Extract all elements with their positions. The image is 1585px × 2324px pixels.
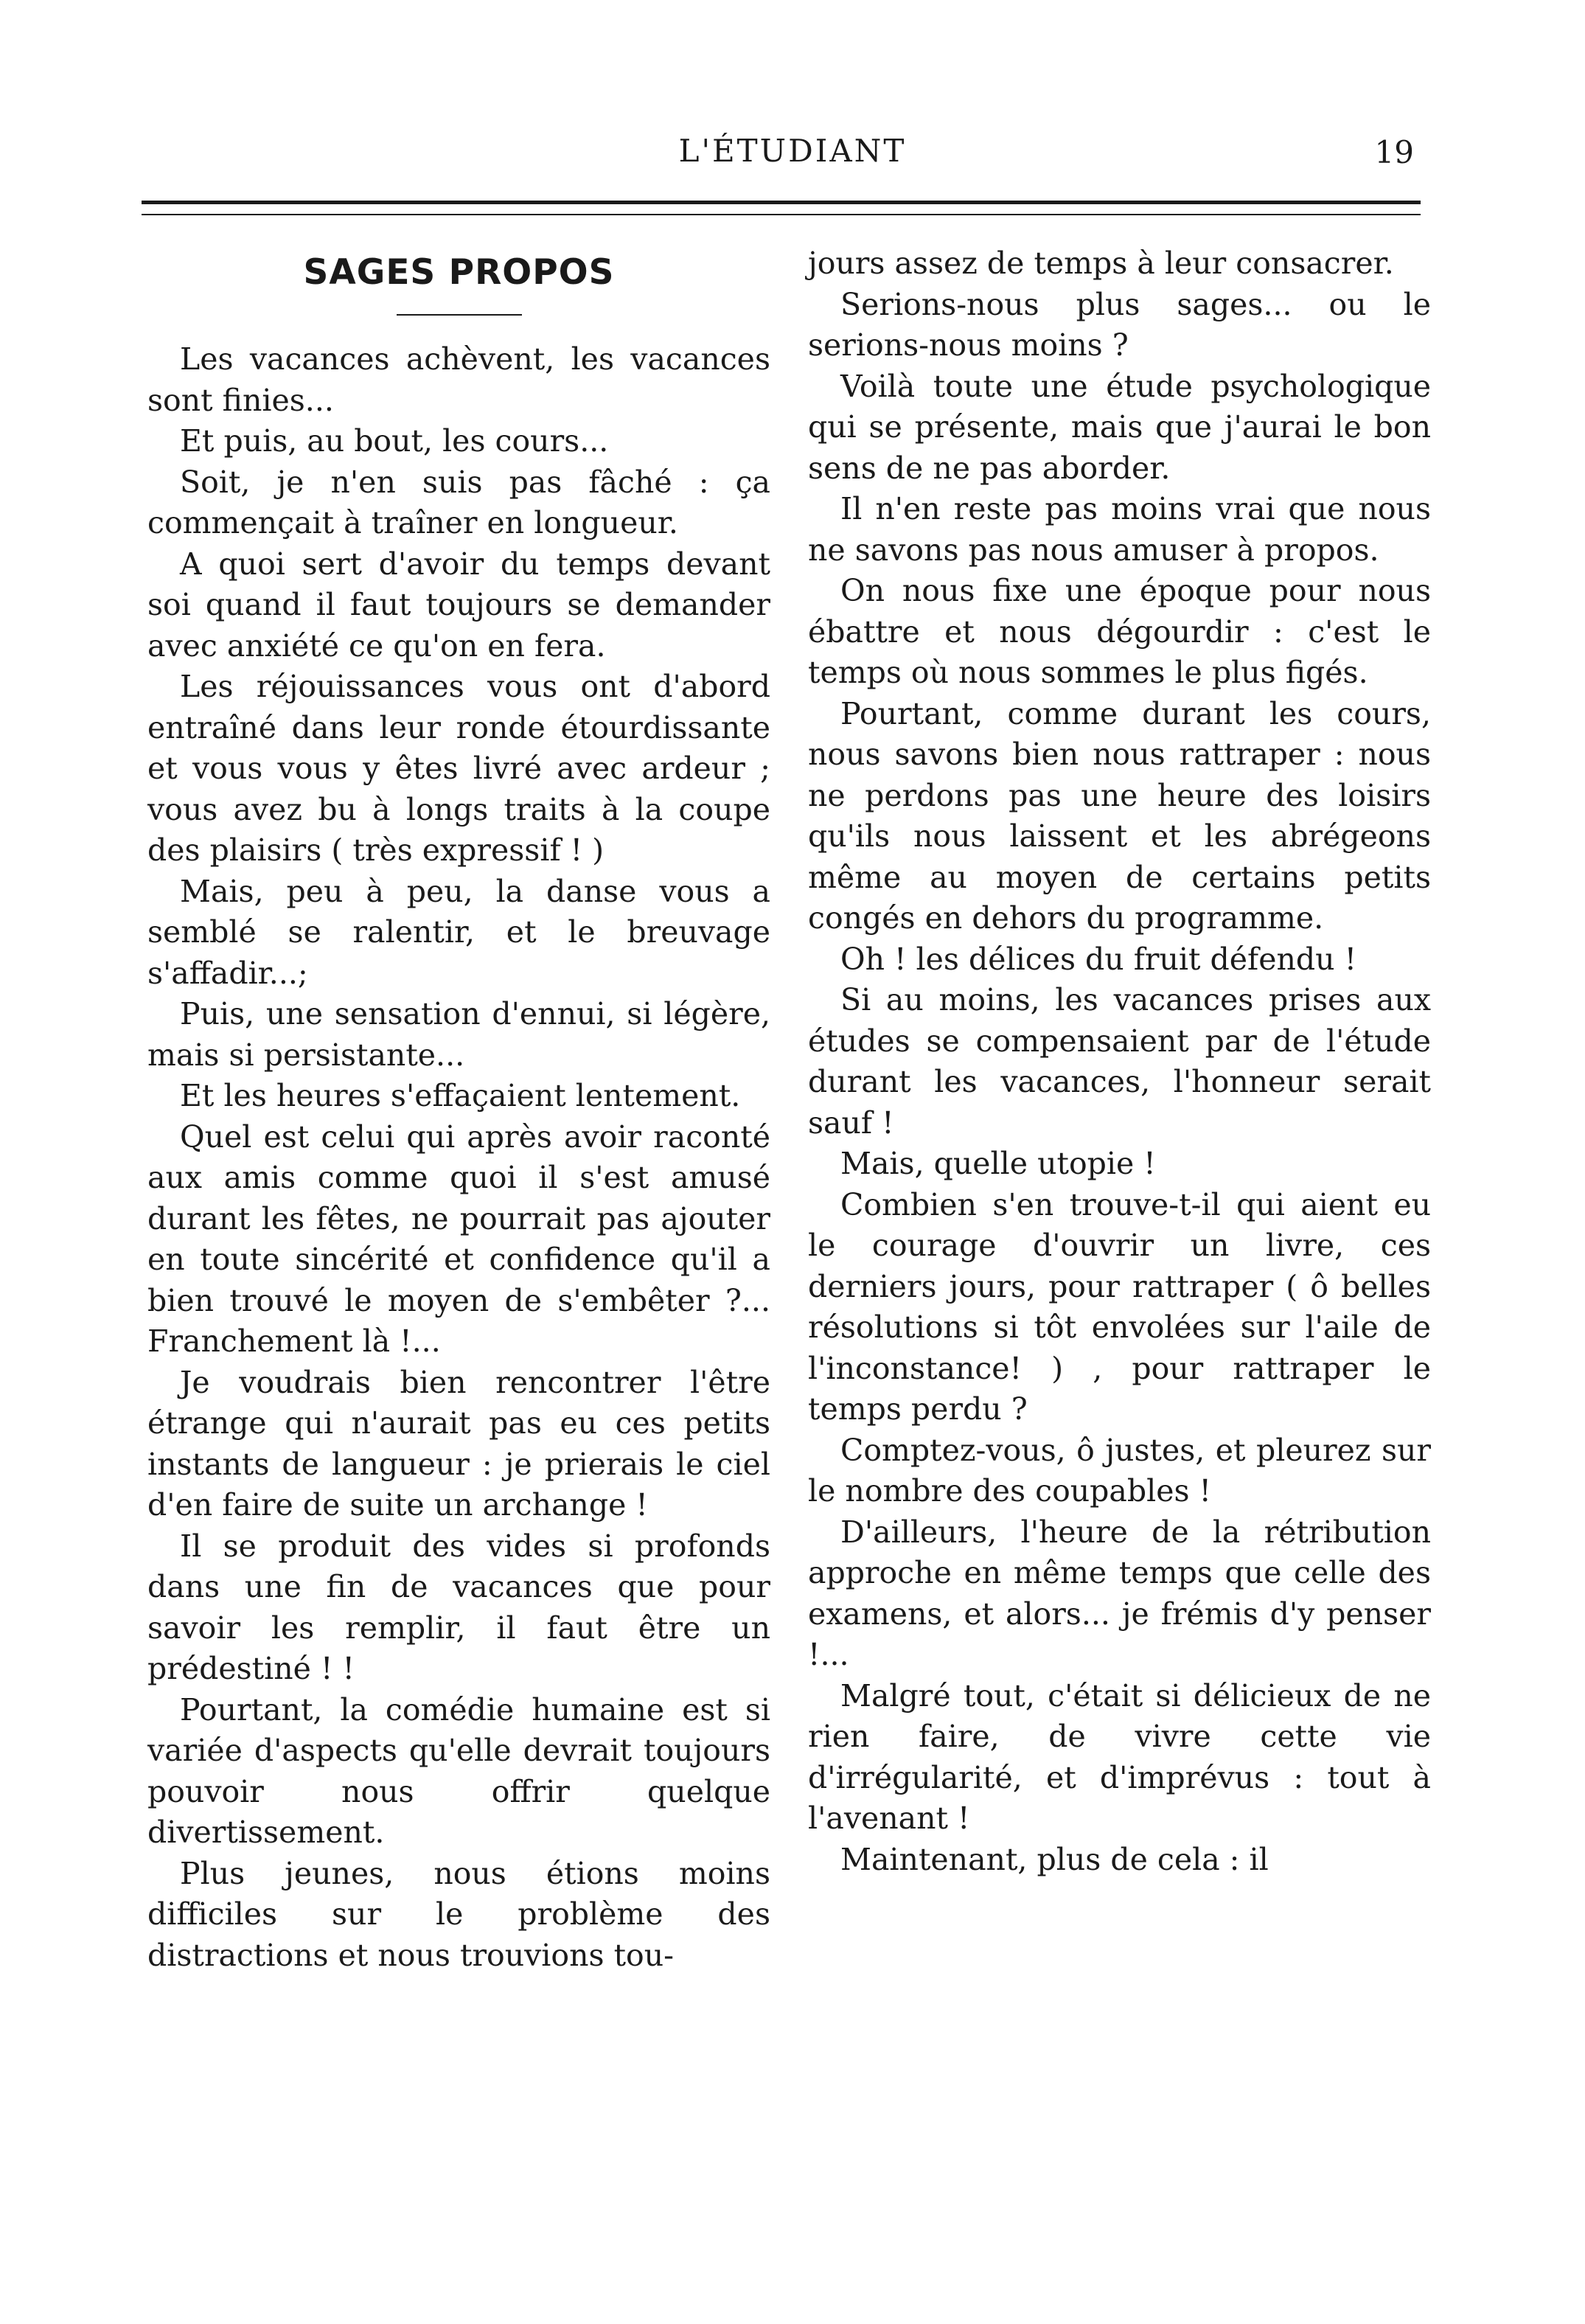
paragraph: Mais, quelle utopie ! xyxy=(840,1146,1156,1181)
paragraph: Et puis, au bout, les cours... xyxy=(180,423,609,459)
running-title: L'ÉTUDIANT xyxy=(678,133,907,169)
paragraph: Serions-nous plus sages... ou le serions-nous moins ? xyxy=(808,286,1431,363)
paragraph: Il n'en reste pas moins vrai que nous ne savons pas nous amuser à propos. xyxy=(808,491,1431,568)
paragraph: Les réjouissances vous ont d'abord entraîné dans leur ronde étourdissante et vous vous y êtes livré avec ardeur ; vous avez bu à longs traits à la coupe des plaisirs ( très expressif ! ) xyxy=(147,669,770,868)
paragraph: Pourtant, la comédie humaine est si variée d'aspects qu'elle devrait toujours pouvoir nous offrir quelque divertissement. xyxy=(147,1691,770,1850)
paragraph: D'ailleurs, l'heure de la rétribution approche en même temps que celle des examens, et alors... je frémis d'y penser !... xyxy=(808,1514,1431,1672)
header-rule-thick xyxy=(142,201,1421,204)
left-column xyxy=(147,243,770,1976)
paragraph: On nous fixe une époque pour nous ébattre et nous dégourdir : c'est le temps où nous sommes le plus figés. xyxy=(808,573,1431,690)
paragraph: Plus jeunes, nous étions moins difficiles sur le problème des distractions et nous trouvions tou- xyxy=(147,1855,770,1973)
paragraph: Quel est celui qui après avoir raconté aux amis comme quoi il s'est amusé durant les fêtes, ne pourrait pas ajouter en toute sincérité et confidence qu'il a bien trouvé le moyen de s'embêter ?... Franchement là !... xyxy=(147,1118,770,1359)
title-divider xyxy=(397,314,522,316)
paragraph: Les vacances achèvent, les vacances sont finies... xyxy=(147,341,770,418)
paragraph: A quoi sert d'avoir du temps devant soi quand il faut toujours se demander avec anxiété ce qu'on en fera. xyxy=(147,546,770,664)
paragraph: Mais, peu à peu, la danse vous a semblé se ralentir, et le breuvage s'affadir...; xyxy=(147,873,770,991)
paragraph: Soit, je n'en suis pas fâché : ça commençait à traîner en longueur. xyxy=(147,464,770,540)
paragraph: Oh ! les délices du fruit défendu ! xyxy=(840,941,1357,977)
paragraph: Pourtant, comme durant les cours, nous savons bien nous rattraper : nous ne perdons pas une heure des loisirs qu'ils nous laissent et les abrégeons même au moyen de certains petits congés en dehors du programme. xyxy=(808,695,1431,936)
right-column xyxy=(808,243,1431,1880)
paragraph: Malgré tout, c'était si délicieux de ne rien faire, de vivre cette vie d'irrégularité, et d'imprévus : tout à l'avenant ! xyxy=(808,1677,1431,1836)
paragraph: Puis, une sensation d'ennui, si légère, mais si persistante... xyxy=(147,996,770,1073)
paragraph: Il se produit des vides si profonds dans une fin de vacances que pour savoir les remplir, il faut être un prédestiné ! ! xyxy=(147,1528,770,1686)
paragraph: Comptez-vous, ô justes, et pleurez sur le nombre des coupables ! xyxy=(808,1432,1431,1509)
page-number: 19 xyxy=(1374,134,1414,170)
paragraph: Combien s'en trouve-t-il qui aient eu le courage d'ouvrir un livre, ces derniers jours, pour rattraper ( ô belles résolutions si tôt envolées sur l'aile de l'inconstance! ) , pour rattraper le temps perdu ? xyxy=(808,1186,1431,1427)
paragraph: Je voudrais bien rencontrer l'être étrange qui n'aurait pas eu ces petits instants de langueur : je prierais le ciel d'en faire de suite un archange ! xyxy=(147,1364,770,1523)
paragraph: Et les heures s'effaçaient lentement. xyxy=(180,1078,741,1113)
paragraph: Si au moins, les vacances prises aux études se compensaient par de l'étude durant les vacances, l'honneur serait sauf ! xyxy=(808,982,1431,1141)
paragraph-continued: jours assez de temps à leur consacrer. xyxy=(808,246,1394,281)
paragraph: Maintenant, plus de cela : il xyxy=(840,1841,1269,1877)
article-title: SAGES PROPOS xyxy=(303,252,615,293)
header-rule-thin xyxy=(142,214,1421,215)
paragraph: Voilà toute une étude psychologique qui se présente, mais que j'aurai le bon sens de ne pas aborder. xyxy=(808,368,1431,486)
